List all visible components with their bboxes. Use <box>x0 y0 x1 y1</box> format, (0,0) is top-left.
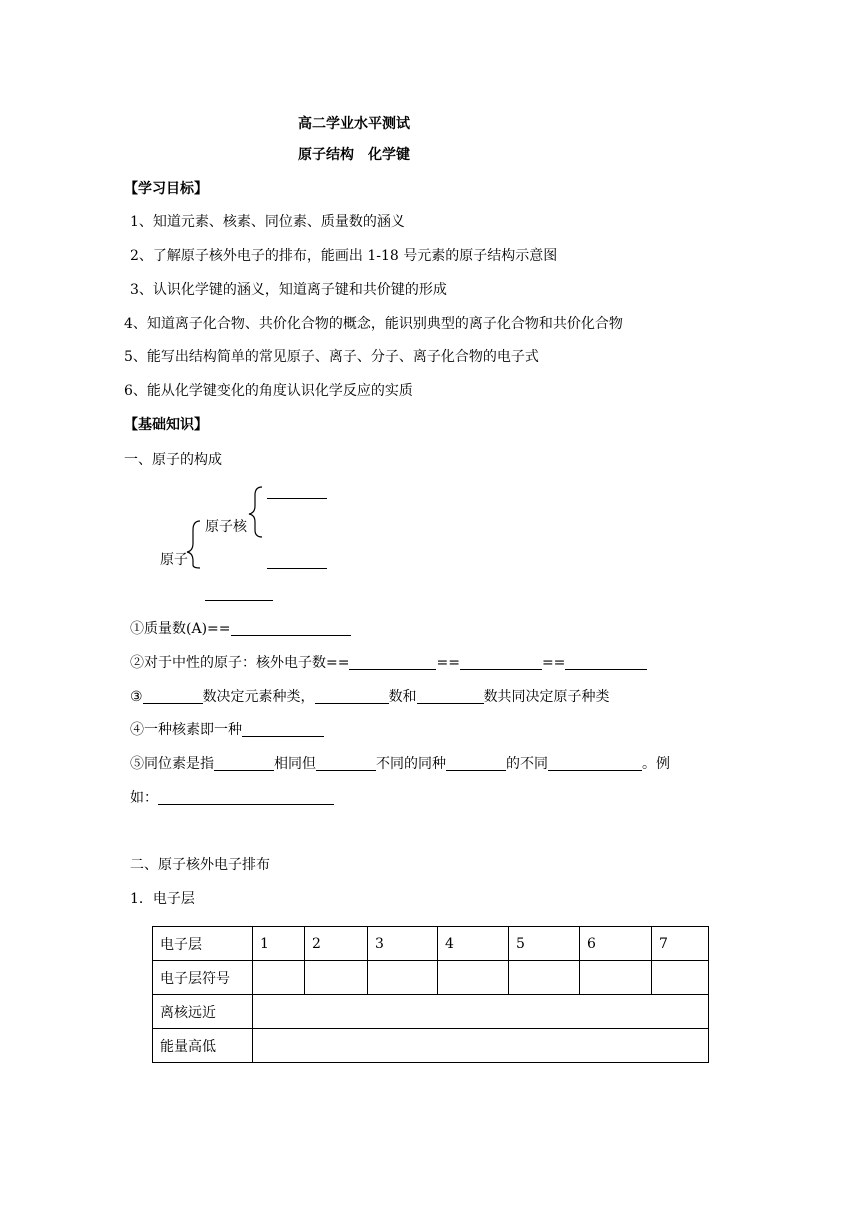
q3-text: ③ <box>130 689 143 705</box>
table-cell: 电子层符号 <box>153 961 253 995</box>
table-cell-empty[interactable] <box>305 961 368 995</box>
q2-blank-1[interactable] <box>349 655 436 670</box>
table-cell: 4 <box>438 927 509 961</box>
q3-blank-2[interactable] <box>315 689 389 704</box>
q3-blank-3[interactable] <box>417 689 484 704</box>
q3-blank-1[interactable] <box>143 689 203 704</box>
table-cell: 能量高低 <box>153 1029 253 1063</box>
table-cell-empty[interactable] <box>253 995 709 1029</box>
q1-text: ①质量数(A)== <box>130 621 231 637</box>
objective-item-1: 1、知道元素、核素、同位素、质量数的涵义 <box>130 214 405 230</box>
question-5-line-2 <box>130 789 334 807</box>
q2-sep-1: == <box>436 655 460 671</box>
q5-blank-4[interactable] <box>548 756 642 771</box>
q2-blank-2[interactable] <box>460 655 542 670</box>
blank-electron[interactable] <box>205 600 273 601</box>
table-cell-empty[interactable] <box>580 961 652 995</box>
q5-text: ⑤同位素是指 <box>130 756 214 772</box>
table-cell: 1 <box>253 927 305 961</box>
q5-mid-3: 的不同 <box>506 756 548 772</box>
q2-blank-3[interactable] <box>565 655 647 670</box>
q5-line2-text: 如： <box>130 790 158 806</box>
table-cell: 离核远近 <box>153 995 253 1029</box>
objective-item-4: 4、知道离子化合物、共价化合物的概念，能识别典型的离子化合物和共价化合物 <box>124 316 623 332</box>
table-cell-empty[interactable] <box>509 961 580 995</box>
table-row <box>153 995 709 1029</box>
section2-sub1: 1．电子层 <box>130 891 195 907</box>
table-cell-empty[interactable] <box>438 961 509 995</box>
objective-item-5: 5、能写出结构简单的常见原子、离子、分子、离子化合物的电子式 <box>124 349 539 365</box>
objective-item-6: 6、能从化学键变化的角度认识化学反应的实质 <box>124 383 413 399</box>
table-cell-empty[interactable] <box>368 961 438 995</box>
table-cell: 5 <box>509 927 580 961</box>
section1-title: 一、原子的构成 <box>124 452 222 468</box>
table-row <box>153 1029 709 1063</box>
blank-neutron[interactable] <box>267 568 327 569</box>
question-4 <box>130 721 324 739</box>
table-cell: 电子层 <box>153 927 253 961</box>
page-title: 高二学业水平测试 <box>298 116 410 132</box>
q5-mid-1: 相同但 <box>274 756 316 772</box>
objective-item-3: 3、认识化学键的涵义，知道离子键和共价键的形成 <box>130 282 447 298</box>
q1-blank[interactable] <box>231 621 351 636</box>
objectives-heading: 【学习目标】 <box>124 181 208 197</box>
section2-title: 二、原子核外电子排布 <box>130 857 270 873</box>
question-3 <box>130 688 610 706</box>
q4-blank[interactable] <box>242 722 324 737</box>
nucleus-label: 原子核 <box>205 519 247 535</box>
question-2 <box>130 654 647 672</box>
q5-blank-2[interactable] <box>316 756 376 771</box>
q5-blank-3[interactable] <box>446 756 506 771</box>
q2-text: ②对于中性的原子：核外电子数== <box>130 655 350 671</box>
page-subtitle: 原子结构 化学键 <box>298 147 410 163</box>
table-cell: 7 <box>652 927 709 961</box>
table-row <box>153 927 709 961</box>
table-cell-empty[interactable] <box>253 961 305 995</box>
q5-example-blank[interactable] <box>158 790 334 805</box>
blank-proton[interactable] <box>267 498 327 499</box>
question-5 <box>130 755 670 773</box>
table-cell-empty[interactable] <box>253 1029 709 1063</box>
table-cell: 2 <box>305 927 368 961</box>
objective-item-2: 2、了解原子核外电子的排布，能画出 1-18 号元素的原子结构示意图 <box>130 248 558 264</box>
q3-mid-2: 数和 <box>388 689 417 705</box>
question-1 <box>130 620 351 638</box>
q4-text: ④一种核素即一种 <box>130 722 242 738</box>
table-cell: 3 <box>368 927 438 961</box>
q3-suffix: 数共同决定原子种类 <box>483 689 610 705</box>
q3-mid-1: 数决定元素种类， <box>202 689 315 705</box>
atom-label: 原子 <box>160 552 188 568</box>
table-cell: 6 <box>580 927 652 961</box>
q5-suffix: 。例 <box>642 756 670 772</box>
q2-sep-2: == <box>541 655 566 671</box>
basics-heading: 【基础知识】 <box>124 417 208 433</box>
table-row <box>153 961 709 995</box>
q5-blank-1[interactable] <box>214 756 274 771</box>
electron-shell-table <box>152 926 709 1063</box>
table-cell-empty[interactable] <box>652 961 709 995</box>
q5-mid-2: 不同的同种 <box>376 756 446 772</box>
